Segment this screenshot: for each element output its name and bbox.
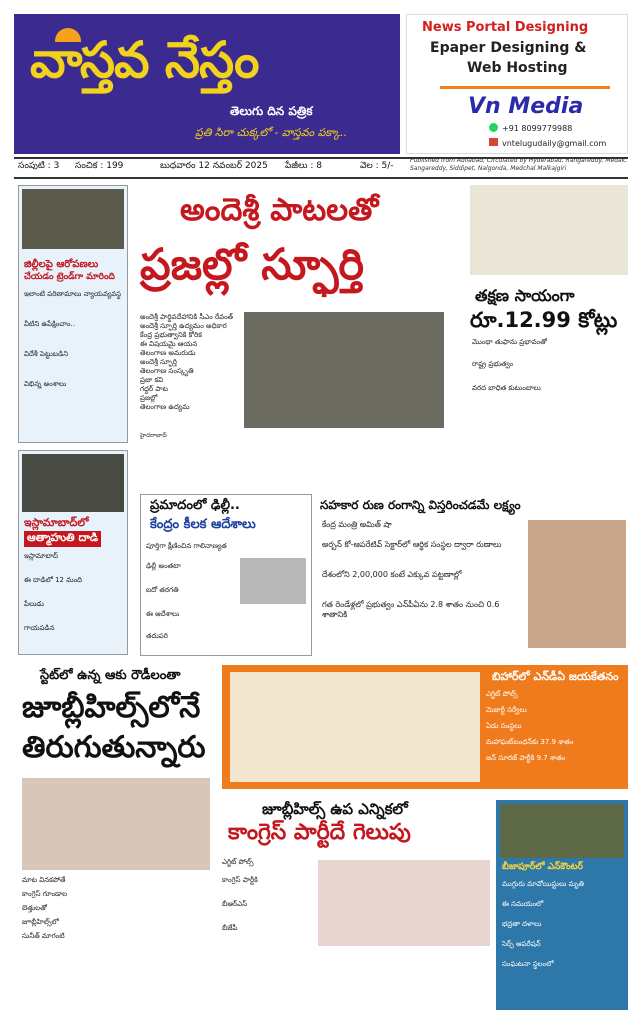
jb-bullet: బీఆర్ఎస్: [222, 900, 248, 908]
jubilee-bullet: కాంగ్రెస్ గూండాల: [22, 890, 68, 898]
masthead-motto: ప్రతి సిరా చుక్కలో - వాస్తవం పక్కా..: [195, 126, 348, 139]
masthead-tagline: తెలుగు దిన పత్రిక: [230, 104, 313, 118]
issue: సంచిక : 199: [75, 161, 124, 171]
jb-bullet: బీజేపీ: [222, 924, 238, 932]
price: వెల : 5/-: [360, 161, 394, 171]
coop-photo: [528, 520, 626, 648]
jubilee-photo: [22, 778, 210, 870]
ad-brand: Vn Media: [468, 94, 584, 119]
delhi-headline-2: కేంద్రం కీలక ఆదేశాలు: [150, 517, 256, 532]
ad-line1: News Portal Designing: [422, 20, 589, 35]
jb-bullet: ఎగ్జిట్ పోల్స్: [222, 858, 254, 866]
jb-photo: [318, 860, 490, 946]
right-bullet: రాష్ట్ర ప్రభుత్వం: [472, 360, 514, 368]
left-headline-1: జిల్లీలపై ఆరోపణలు: [24, 259, 99, 270]
delhi-headline-1: ప్రమాదంలో ఢిల్లీ..: [150, 498, 240, 513]
left-bullet: విభిన్న అంశాలు: [24, 380, 67, 388]
delhi-bullet: ఐదో తరగతి: [146, 586, 179, 594]
lead-bullet: అందెశ్రీ స్ఫూర్తి ఉద్యమం అధికార కేంద్ర ప్రభుత్వానికి కోరిక: [140, 322, 227, 339]
lead-headline-2: ప్రజల్లో స్ఫూర్తి: [140, 240, 364, 290]
coop-bullet: దేశంలోని 2,00,000 కంటే ఎక్కువ పట్టణాల్లో: [322, 570, 462, 579]
left-story-photo: [22, 189, 124, 249]
lead-bullet: తెలంగాణ ఉద్యమ: [140, 403, 190, 411]
bijapur-bullet: భద్రతా దళాలు: [502, 920, 542, 928]
right-bullet: మొంథా తుఫాను ప్రభావంతో: [472, 338, 547, 346]
bihar-bullet: మెజార్టీ సర్వేలు: [486, 706, 527, 714]
jubilee-bullet: మాట వినకపోతే: [22, 876, 66, 884]
masthead-title: వాస్తవ నేస్తం: [30, 30, 259, 89]
left-headline-2: చేయడం ట్రెండ్‌గా మారింది: [24, 272, 115, 282]
left-bullet: ఇలాంటి పరిణామాలు న్యాయవ్యవస్థ: [24, 290, 122, 298]
bihar-bullet: ఎగ్జిట్ పోల్స్: [486, 690, 518, 698]
jubilee-headline-1: స్టేట్‌లో ఉన్న ఆకు రౌడీలంతా: [40, 668, 181, 683]
islamabad-bullet: ఈ దాడిలో 12 మంది: [24, 576, 83, 584]
lead-bullet: అందెశ్రీ పార్థివదేహానికి సీఎం రేవంత్: [140, 313, 234, 321]
lead-bullet: ప్రజా కవి: [140, 376, 164, 384]
ad-divider: [440, 86, 610, 89]
bijapur-bullet: సెర్చ్ ఆపరేషన్: [502, 940, 541, 948]
delhi-bullet: తదుపరి: [146, 632, 168, 640]
coop-bullet: అర్బన్ కో-ఆపరేటివ్ సెక్టార్‌లో ఆర్థిక సంస్థల ద్వారా రుణాలు: [322, 540, 502, 549]
right-headline-1: తక్షణ సాయంగా: [475, 286, 575, 305]
islamabad-photo: [22, 454, 124, 512]
pages: పేజీలు : 8: [285, 161, 322, 171]
bihar-bullet: ఏడు సంస్థలు: [486, 722, 522, 730]
islamabad-headline-1: ఇస్లామాబాద్‌లో: [24, 516, 89, 529]
jubilee-headline-2: జూబ్లీహిల్స్‌లోనే: [22, 690, 201, 725]
ad-phone: +91 8099779988: [502, 124, 573, 133]
publication-info: Published from Adilabad, Circulated by Hyderabad, Rangareddy, Medak, Sangareddy, Siddipet, Nalgonda, Medchal Malkajgiri: [410, 157, 628, 172]
ad-email: vntelugudaily@gmail.com: [502, 139, 607, 148]
jb-headline-2: కాంగ్రెస్ పార్టీదే గెలుపు: [228, 820, 411, 845]
mail-icon: [489, 138, 498, 146]
islamabad-bullet: ఇస్లామాబాద్‌: [24, 552, 58, 560]
bijapur-headline: బీజాపూర్‌లో ఎన్‌కౌంటర్: [502, 862, 583, 872]
lead-bullet: ఈ విషయమై ఆయన: [140, 340, 198, 348]
jubilee-bullet: జూబ్లీహిల్స్‌లో: [22, 918, 59, 926]
bijapur-bullet: ముగ్గురు మావోయిస్టులు మృతి: [502, 880, 584, 888]
jubilee-headline-3: తిరుగుతున్నారు: [22, 730, 206, 765]
coop-bullet: గత రెండేళ్లలో ప్రభుత్వం ఎన్‌పీఏను 2.8 శాతం నుంచి 0.6 శాతానికి: [322, 600, 500, 619]
lead-bullet: తెలంగాణ అమరుడు: [140, 349, 196, 357]
delhi-photo: [240, 558, 306, 604]
ad-box: [406, 14, 628, 154]
jubilee-bullet: సునీత్ మాగంటి: [22, 932, 65, 940]
jubilee-bullet: బెత్తులతో: [22, 904, 47, 912]
coop-bullet: కేంద్ర మంత్రి అమిత్ షా: [322, 520, 392, 529]
left-bullet: వీటిని ఉపేక్షించాం..: [24, 320, 75, 328]
bihar-bullet: జన్ సూరజ్ పార్టీకి 9.7 శాతం: [486, 754, 566, 762]
ad-line3: Web Hosting: [467, 60, 568, 76]
bijapur-bullet: సంఘటనా స్థలంలో: [502, 960, 554, 968]
bihar-photo: [230, 672, 480, 782]
jb-headline-1: జూబ్లీహిల్స్ ఉప ఎన్నికలో: [262, 800, 408, 818]
date: బుధవారం 12 నవంబర్ 2025: [160, 161, 268, 171]
bihar-headline: బిహార్‌లో ఎన్‌డీఏ జయకేతనం: [492, 670, 619, 683]
bijapur-photo: [500, 804, 624, 858]
lead-bullets: [140, 313, 240, 412]
left-bullet: విదేశీ పెట్టుబడిని: [24, 350, 69, 358]
right-story-photo: [470, 185, 628, 275]
jb-bullet: కాంగ్రెస్ పార్టీకి: [222, 876, 258, 884]
islamabad-headline-2: ఆత్మాహుతి దాడి: [24, 531, 101, 547]
delhi-bullet: ఢిల్లీ అంతటా: [146, 562, 181, 570]
coop-headline: సహకార రుణ రంగాన్ని విస్తరించడమే లక్ష్యం: [320, 498, 521, 512]
islamabad-bullet: పేలుడు: [24, 600, 44, 608]
lead-dateline: హైదరాబాద్: [140, 432, 167, 439]
lead-photo: [244, 312, 444, 428]
lead-bullet: ప్రజల్లో: [140, 394, 158, 402]
bihar-bullet: మహాఘట్‌బంధన్‌కు 37.9 శాతం: [486, 738, 574, 746]
volume: సంపుటి : 3: [18, 161, 60, 171]
lead-bullet: అందెశ్రీ స్ఫూర్తి: [140, 358, 177, 366]
lead-bullet: గద్దర్ పాట: [140, 385, 169, 393]
ad-line2: Epaper Designing &: [430, 40, 587, 56]
islamabad-bullet: గాయపడిన: [24, 624, 55, 632]
right-bullet: వరద బాధిత కుటుంబాలు: [472, 384, 541, 392]
right-headline-2: రూ.12.99 కోట్లు: [470, 308, 618, 332]
bijapur-bullet: ఈ సమయంలో: [502, 900, 544, 908]
delhi-bullet: పూర్తిగా క్షీణించిన గాలినాణ్యత: [146, 542, 227, 550]
delhi-bullet: ఈ ఆదేశాలు: [146, 610, 180, 618]
lead-bullet: తెలంగాణ సంస్కృతి: [140, 367, 194, 375]
whatsapp-icon: [489, 123, 498, 132]
lead-headline-1: అందెశ్రీ పాటలతో: [180, 192, 379, 228]
